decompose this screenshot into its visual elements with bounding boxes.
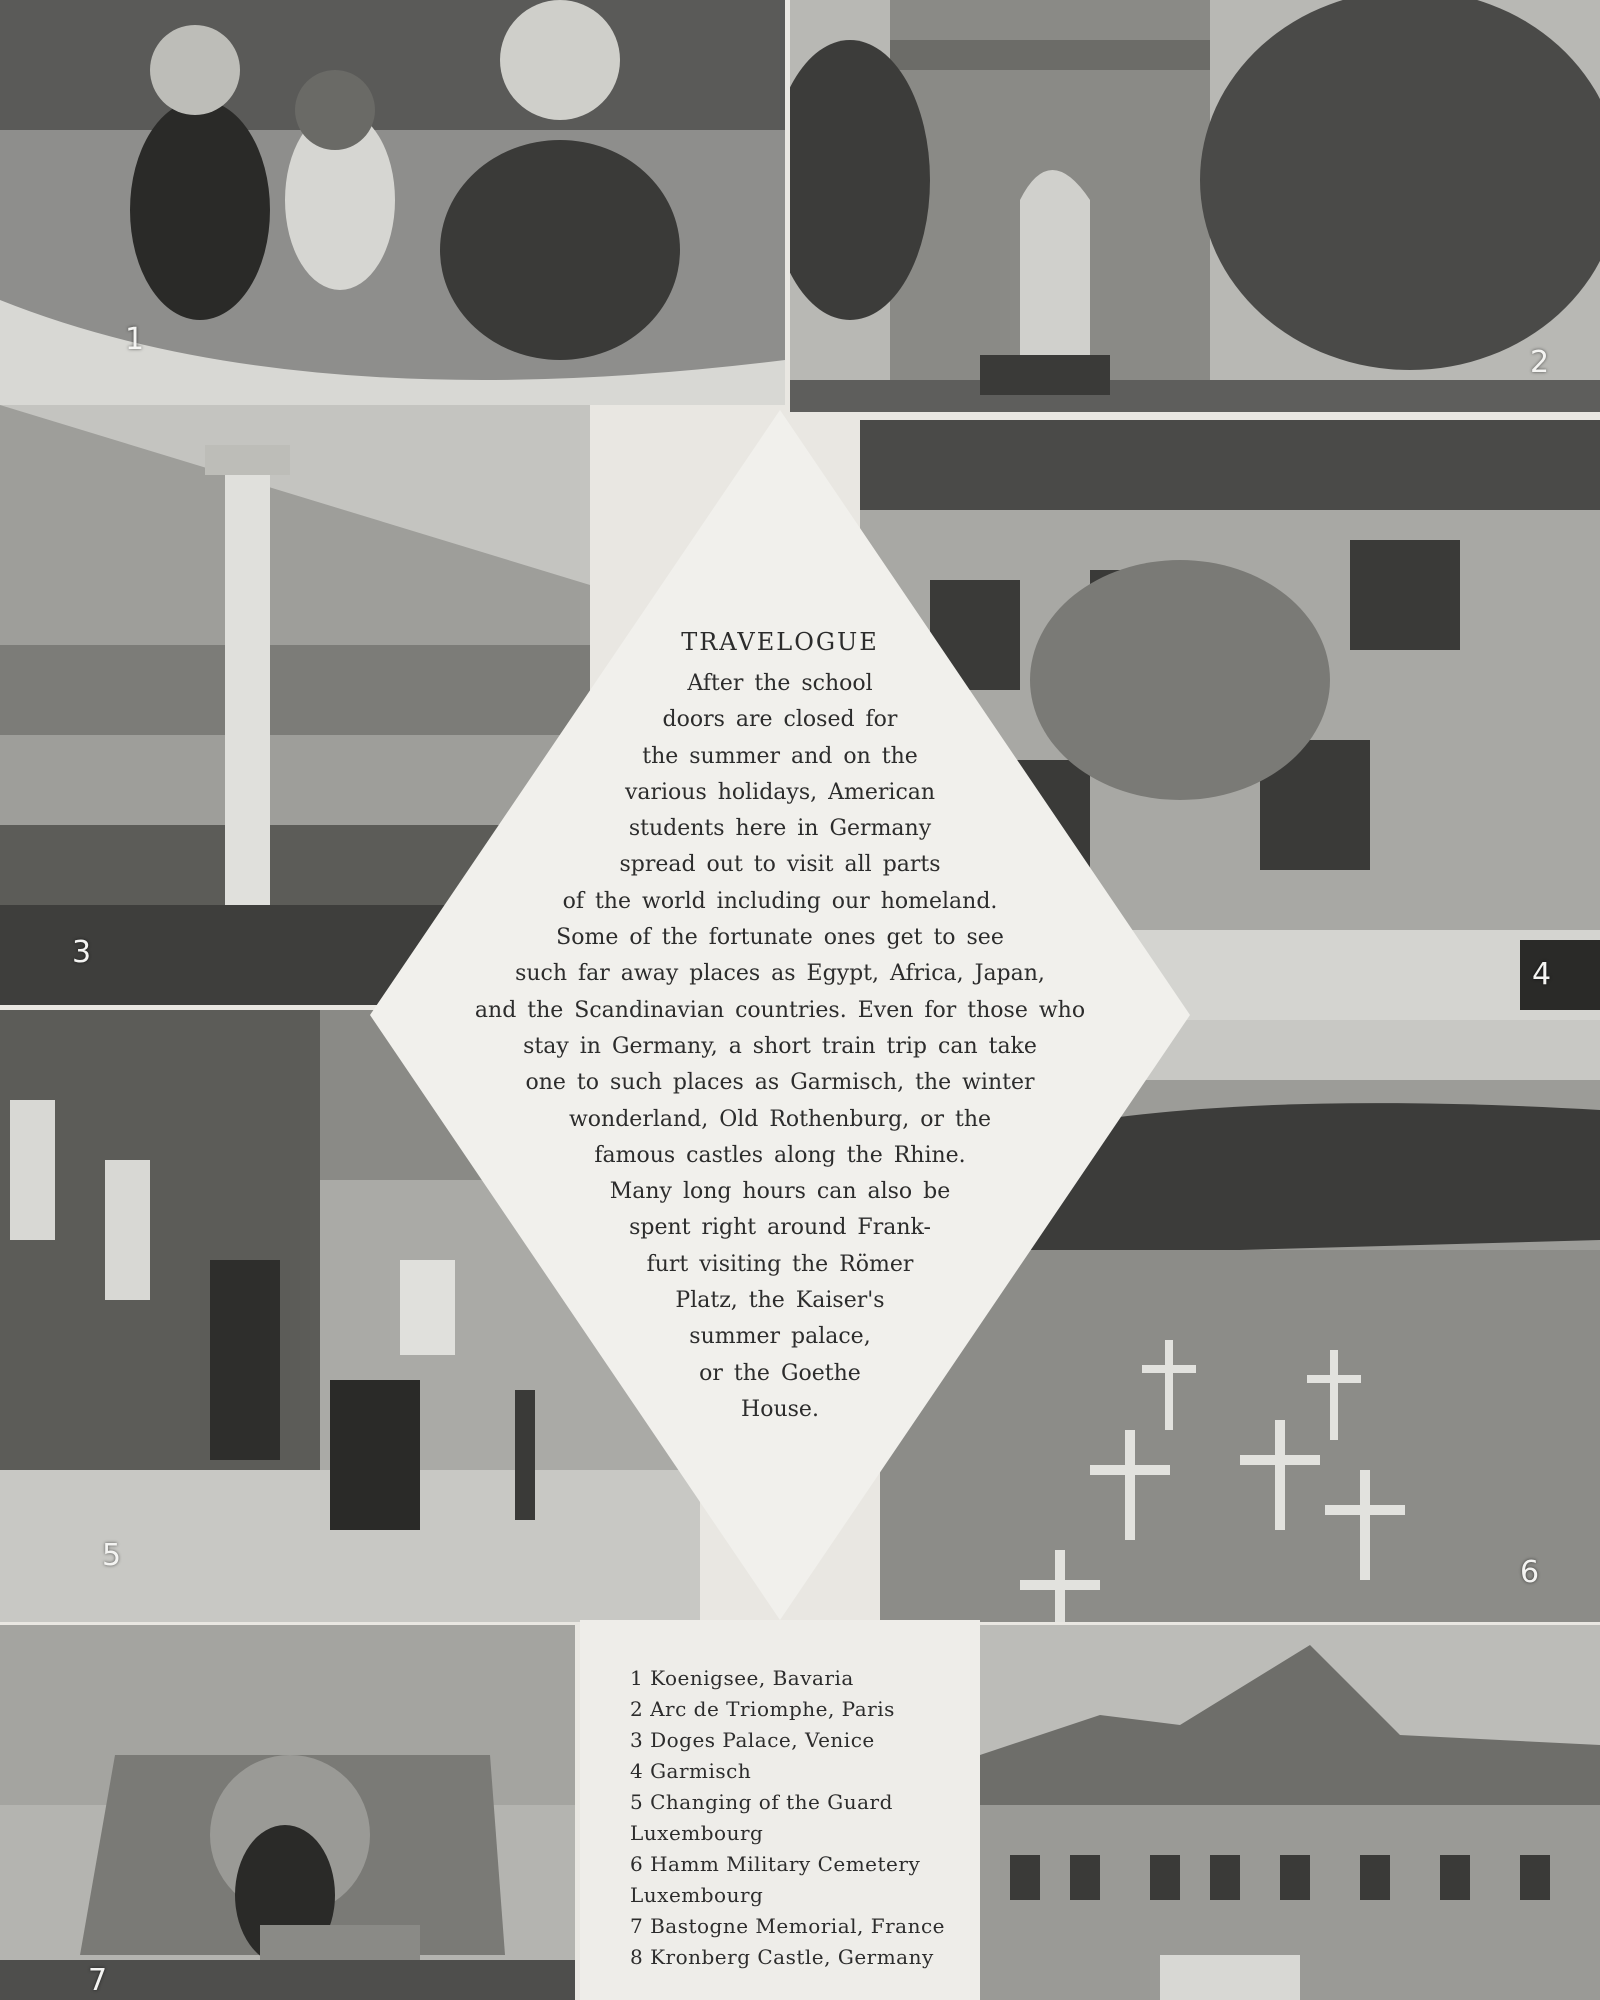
- photo-number: 4: [1532, 957, 1552, 992]
- article-line: wonderland, Old Rothenburg, or the: [568, 1106, 992, 1132]
- article: [370, 628, 1190, 1428]
- article-line: summer palace,: [689, 1324, 871, 1350]
- article-line: After the school: [687, 671, 873, 696]
- photo-number: 1: [125, 322, 145, 357]
- article-line: Many long hours can also be: [609, 1179, 951, 1205]
- article-line: various holidays, American: [624, 779, 936, 805]
- article-line: one to such places as Garmisch, the winter: [525, 1070, 1035, 1096]
- photo-kronberg-castle: [980, 1625, 1600, 2000]
- photo-number: 5: [102, 1538, 122, 1573]
- photo-koenigsee: [0, 0, 785, 405]
- caption-item: 2 Arc de Triomphe, Paris: [630, 1697, 895, 1721]
- article-line: doors are closed for: [662, 707, 898, 733]
- caption-item: Luxembourg: [630, 1821, 764, 1845]
- article-line: such far away places as Egypt, Africa, Japan,: [515, 961, 1045, 987]
- photo-number: 3: [72, 935, 92, 970]
- article-line: Platz, the Kaiser's: [675, 1288, 885, 1314]
- article-line: the summer and on the: [642, 743, 918, 769]
- photo-bastogne-memorial: [0, 1625, 575, 2000]
- caption-item: 6 Hamm Military Cemetery: [630, 1852, 921, 1876]
- caption-item: 3 Doges Palace, Venice: [630, 1728, 875, 1752]
- article-line: stay in Germany, a short train trip can take: [523, 1033, 1037, 1059]
- article-line: Some of the fortunate ones get to see: [556, 925, 1004, 951]
- photo-number: 7: [88, 1963, 108, 1998]
- article-line: House.: [741, 1396, 819, 1422]
- caption-item: 7 Bastogne Memorial, France: [630, 1914, 946, 1938]
- photo-number: 2: [1530, 345, 1550, 380]
- caption-item: Luxembourg: [630, 1883, 764, 1907]
- article-line: famous castles along the Rhine.: [594, 1142, 966, 1168]
- article-line: of the world including our homeland.: [562, 888, 998, 914]
- photo-caption-list: [580, 1620, 980, 2000]
- caption-item: 1 Koenigsee, Bavaria: [630, 1666, 854, 1690]
- article-line: or the Goethe: [699, 1360, 861, 1386]
- article-line: furt visiting the Römer: [646, 1251, 914, 1277]
- caption-item: 4 Garmisch: [630, 1759, 752, 1783]
- caption-item: 8 Kronberg Castle, Germany: [630, 1945, 934, 1969]
- article-line: students here in Germany: [628, 816, 932, 842]
- photo-number: 6: [1520, 1555, 1540, 1590]
- photo-arc-de-triomphe: [790, 0, 1600, 412]
- caption-item: 5 Changing of the Guard: [630, 1790, 893, 1814]
- article-line: spent right around Frank-: [629, 1215, 931, 1241]
- article-line: spread out to visit all parts: [619, 852, 941, 878]
- article-title: TRAVELOGUE: [681, 628, 879, 656]
- article-line: and the Scandinavian countries. Even for those who: [474, 997, 1086, 1023]
